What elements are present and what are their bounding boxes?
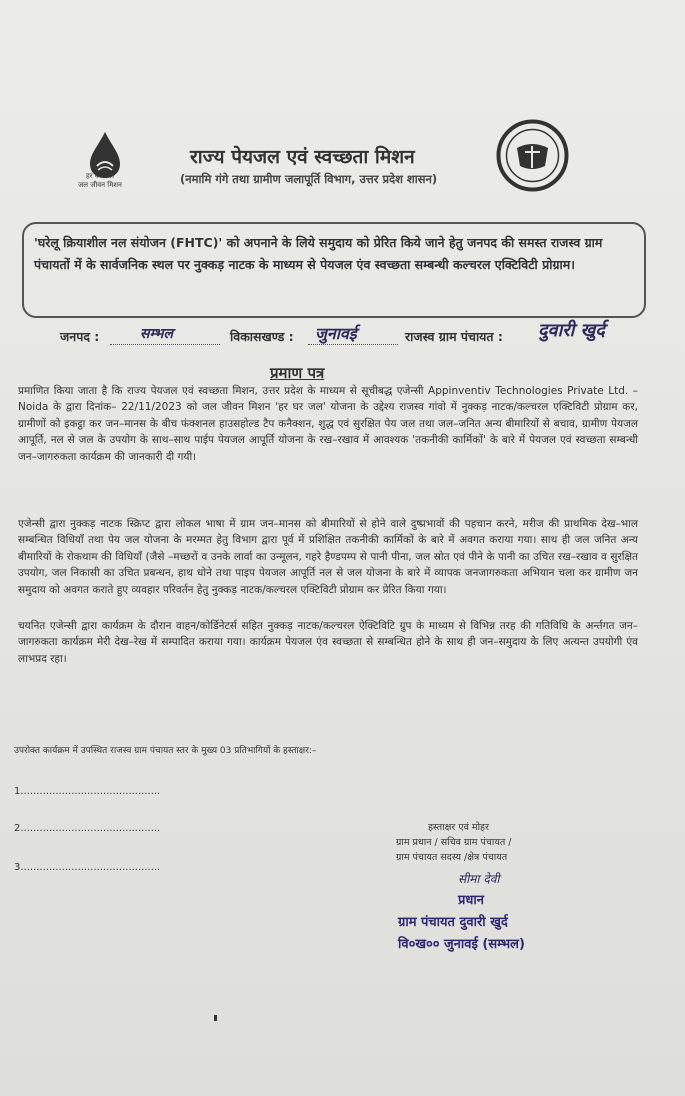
up-government-emblem bbox=[495, 118, 570, 193]
certificate-title: प्रमाण पत्र bbox=[270, 364, 325, 382]
district-label: जनपद : bbox=[60, 329, 100, 344]
district-value: सम्भल bbox=[140, 326, 173, 342]
stamp-line-3: वि०ख०० जुनावई (सम्भल) bbox=[398, 937, 525, 952]
sign-role-line-1: ग्राम प्रधान / सचिव ग्राम पंचायत / bbox=[396, 837, 512, 848]
header-subtitle: (नमामि गंगे तथा ग्रामीण जलापूर्ति विभाग, उत्तर प्रदेश शासन) bbox=[180, 172, 438, 186]
paragraph-2: एजेन्सी द्वारा नुक्कड़ नाटक स्क्रिप्ट द्वारा लोकल भाषा में ग्राम जन–मानस को बीमारियों से होने वाले दुष्प्रभावों की पहचान करने, मरीज की प्राथमिक देख–भाल सम्बन्धित विधियाँ तथा पेय जल योजना के मरम्मत हेतु विभाग द्वारा पूर्व में प्रशिक्षित तकनीकी कार्मिकों के बारे में अवगत कराया गया। साथ ही जल जनित अन्य बीमारियों के रोकथाम की विधियाँ (जैसे –मच्छरों व उनके लार्वा का उन्मूलन, गहरे हैण्डपम्प से पानी पीना, जल स्रोत एवं पीने के पानी का उचित रख–रखाव व सुरक्षित उपयोग, जल निकासी का उचित प्रबन्धन, हाथ धोने तथा पाइप पेयजल आपूर्ति नल से जल योजना के बारे में व्यापक जनजागरुकता अभियान चला कर ग्रामीण जन समुदाय को अवगत कराते हुए व्यवहार परिवर्तन हेतु नुक्कड़ नाटक/कल्चरल एक्टिविटी प्रोग्राम कर प्रेरित किया गया। bbox=[18, 518, 638, 596]
signature-line-2: 2............................................ bbox=[14, 823, 161, 834]
signatory-block bbox=[378, 820, 578, 865]
logo-caption: हर घर जल जल जीवन मिशन bbox=[78, 172, 122, 189]
signature-line-1: 1............................................ bbox=[14, 786, 161, 797]
stamp-line-2: ग्राम पंचायत दुवारी खुर्द bbox=[398, 915, 508, 930]
handwritten-signature: सीमा देवी bbox=[458, 872, 500, 886]
stamp-line-1: प्रधान bbox=[458, 893, 484, 908]
sign-seal-label: हस्ताक्षर एवं मोहर bbox=[428, 822, 489, 833]
signature-line-3: 3............................................ bbox=[14, 862, 161, 873]
sign-role-line-2: ग्राम पंचायत सदस्य /क्षेत्र पंचायत bbox=[396, 852, 508, 863]
participants-note: उपरोक्त कार्यक्रम में उपस्थित राजस्व ग्राम पंचायत स्तर के मुख्य 03 प्रतिभागियों के हस्ताक्षर:– bbox=[14, 746, 317, 756]
block-value: जुनावई bbox=[315, 324, 357, 343]
panchayat-stamp bbox=[398, 868, 598, 956]
program-description-box: 'घरेलू क्रियाशील नल संयोजन (FHTC)' को अपनाने के लिये समुदाय को प्रेरित किये जाने हेतु जनपद की समस्त राजस्व ग्राम पंचायतों में के सार्वजनिक स्थल पर नुक्कड़ नाटक के माध्यम से पेयजल एंव स्वच्छता सम्बन्धी कल्चरल एक्टिविटी प्रोग्राम। bbox=[22, 222, 646, 318]
header-title: राज्य पेयजल एवं स्वच्छता मिशन bbox=[190, 146, 415, 168]
panchayat-value: दुवारी खुर्द bbox=[538, 320, 605, 341]
ink-mark bbox=[214, 1015, 217, 1021]
panchayat-label: राजस्व ग्राम पंचायत : bbox=[405, 329, 503, 344]
paragraph-1: प्रमाणित किया जाता है कि राज्य पेयजल एवं स्वच्छता मिशन, उत्तर प्रदेश के माध्यम से सूचीबद्ध एजेन्सी Appinventiv Technologies Private Ltd. – Noida के द्वारा दिनांक– 22/11/2023 को जल जीवन मिशन 'हर घर जल' योजना के उद्देश्य राजस्व गांवो में नुक्कड़ नाटक/कल्चरल एक्टिविटी प्रोग्राम कर, ग्रामीणों को इकट्ठा कर जन–मानस के बीच फंक्शनल हाउसहोल्ड टैप कनैक्शन, शुद्ध एवं सुरक्षित पेय जल तथा जल–जनित अन्य बीमारियों से बचाव, ग्रामीण पेयजल आपूर्ति, नल से जल के उपयोग के साथ–साथ पाईप पेयजल आपूर्ति योजना के रख–रखाव में आवश्यक 'तकनीकी कार्मिकों' के बारे में पेयजल एवं स्वच्छता सम्बन्धी जन–जागरुकता कार्यक्रम की जानकारी दी गयी। bbox=[18, 385, 638, 463]
paragraph-3: चयनित एजेन्सी द्वारा कार्यक्रम के दौरान वाहन/कोर्डिनेटर्स सहित नुक्कड़ नाटक/कल्चरल ऐक्टिविटि ग्रुप के माध्यम से विभिन्न तरह की गतिविधि के अर्न्तगत जन–जागरुकता कार्यक्रम मेरी देख–रेख में सम्पादित कराया गया। कार्यक्रम पेयजल एंव स्वच्छता से सम्बन्धित होने के साथ ही जन–समुदाय के लिए अत्यन्त उपयोगी एंव लाभप्रद रहा। bbox=[18, 620, 638, 665]
block-label: विकासखण्ड : bbox=[230, 329, 294, 344]
